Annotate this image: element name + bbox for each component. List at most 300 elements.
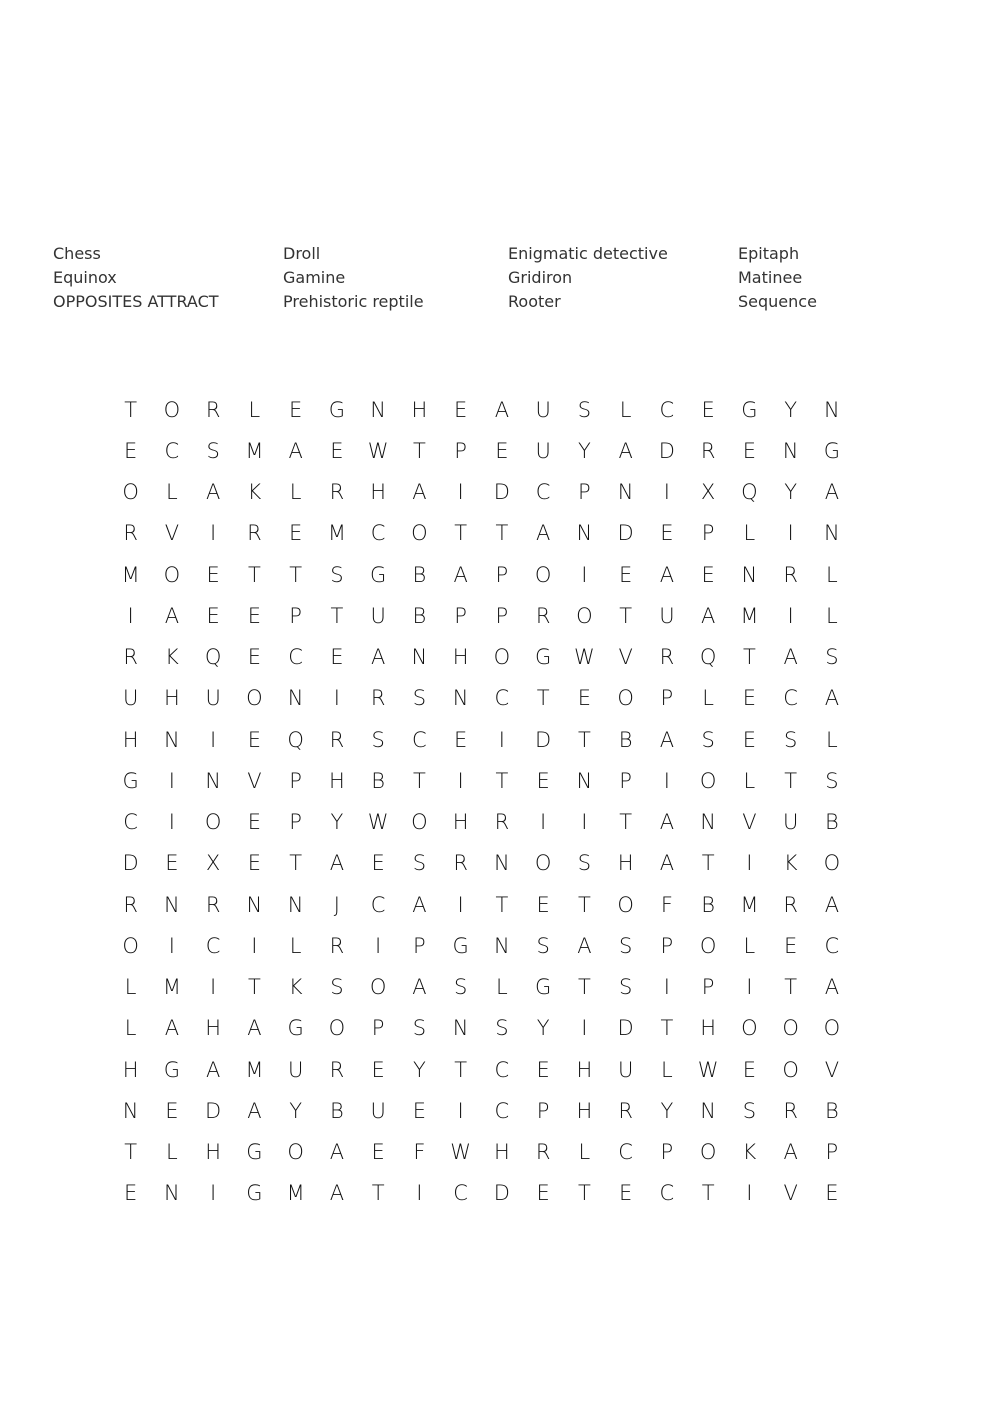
grid-cell[interactable]: R: [205, 397, 221, 422]
grid-cell[interactable]: C: [412, 727, 427, 752]
grid-cell[interactable]: C: [453, 1181, 468, 1206]
grid-cell[interactable]: A: [205, 480, 221, 505]
grid-cell[interactable]: O: [411, 810, 428, 835]
grid-cell[interactable]: T: [371, 1181, 385, 1206]
grid-cell[interactable]: S: [330, 562, 344, 587]
grid-cell[interactable]: P: [495, 562, 509, 587]
grid-cell[interactable]: V: [247, 768, 262, 793]
grid-cell[interactable]: E: [495, 438, 509, 463]
grid-cell[interactable]: P: [660, 686, 674, 711]
grid-cell[interactable]: O: [699, 933, 717, 958]
grid-cell[interactable]: H: [122, 1057, 139, 1082]
grid-cell[interactable]: N: [452, 686, 469, 711]
grid-cell[interactable]: T: [124, 397, 138, 422]
grid-cell[interactable]: K: [288, 975, 303, 1000]
grid-cell[interactable]: D: [122, 851, 139, 876]
grid-cell[interactable]: E: [453, 727, 468, 752]
grid-cell[interactable]: A: [329, 1140, 345, 1165]
grid-cell[interactable]: E: [660, 521, 674, 546]
grid-cell[interactable]: N: [411, 645, 428, 670]
grid-cell[interactable]: E: [247, 727, 262, 752]
grid-cell[interactable]: U: [659, 603, 675, 628]
grid-cell[interactable]: G: [287, 1016, 304, 1041]
grid-cell[interactable]: O: [369, 975, 387, 1000]
grid-cell[interactable]: N: [741, 562, 758, 587]
grid-cell[interactable]: R: [535, 603, 551, 628]
grid-cell[interactable]: E: [783, 933, 798, 958]
grid-cell[interactable]: H: [163, 686, 180, 711]
grid-cell[interactable]: R: [783, 1098, 798, 1123]
grid-cell[interactable]: Y: [289, 1098, 303, 1123]
grid-cell[interactable]: N: [824, 397, 840, 422]
grid-cell[interactable]: A: [329, 851, 345, 876]
grid-cell[interactable]: N: [700, 810, 716, 835]
grid-cell[interactable]: E: [742, 438, 757, 463]
grid-cell[interactable]: R: [783, 892, 798, 917]
grid-cell[interactable]: L: [826, 727, 838, 752]
grid-cell[interactable]: U: [370, 1098, 386, 1123]
grid-cell[interactable]: T: [124, 1140, 138, 1165]
grid-cell[interactable]: P: [578, 480, 591, 505]
grid-cell[interactable]: I: [168, 768, 175, 793]
grid-cell[interactable]: I: [375, 933, 382, 958]
grid-cell[interactable]: A: [659, 810, 675, 835]
grid-cell[interactable]: B: [371, 768, 385, 793]
grid-cell[interactable]: F: [660, 892, 673, 917]
grid-cell[interactable]: A: [494, 397, 510, 422]
grid-cell[interactable]: L: [826, 603, 838, 628]
grid-cell[interactable]: R: [329, 1057, 345, 1082]
grid-cell[interactable]: E: [247, 603, 262, 628]
grid-cell[interactable]: I: [168, 933, 175, 958]
grid-cell[interactable]: R: [329, 933, 345, 958]
grid-cell[interactable]: E: [330, 645, 344, 670]
grid-cell[interactable]: I: [746, 1181, 753, 1206]
grid-cell[interactable]: H: [493, 1140, 510, 1165]
grid-cell[interactable]: P: [495, 603, 509, 628]
grid-cell[interactable]: E: [536, 1181, 550, 1206]
grid-cell[interactable]: N: [205, 768, 221, 793]
grid-cell[interactable]: I: [663, 480, 670, 505]
grid-cell[interactable]: C: [370, 521, 386, 546]
grid-cell[interactable]: O: [823, 851, 841, 876]
grid-cell[interactable]: M: [740, 603, 759, 628]
grid-cell[interactable]: A: [659, 562, 675, 587]
grid-cell[interactable]: C: [535, 480, 551, 505]
grid-cell[interactable]: G: [369, 562, 387, 587]
grid-cell[interactable]: A: [412, 892, 427, 917]
grid-cell[interactable]: O: [122, 480, 139, 505]
grid-cell[interactable]: P: [413, 933, 426, 958]
grid-cell[interactable]: I: [581, 1016, 588, 1041]
grid-cell[interactable]: E: [288, 521, 303, 546]
grid-cell[interactable]: L: [124, 1016, 137, 1041]
grid-cell[interactable]: D: [617, 521, 634, 546]
grid-cell[interactable]: S: [412, 1016, 427, 1041]
grid-cell[interactable]: E: [371, 1057, 385, 1082]
grid-cell[interactable]: I: [787, 603, 794, 628]
grid-cell[interactable]: O: [411, 521, 428, 546]
grid-cell[interactable]: I: [210, 975, 217, 1000]
grid-cell[interactable]: F: [413, 1140, 426, 1165]
grid-cell[interactable]: U: [535, 397, 551, 422]
grid-cell[interactable]: H: [576, 1098, 593, 1123]
grid-cell[interactable]: G: [122, 768, 139, 793]
grid-cell[interactable]: T: [289, 562, 303, 587]
grid-cell[interactable]: A: [247, 1098, 262, 1123]
grid-cell[interactable]: I: [251, 933, 258, 958]
grid-cell[interactable]: W: [573, 645, 595, 670]
grid-cell[interactable]: W: [367, 438, 389, 463]
grid-cell[interactable]: M: [286, 1181, 305, 1206]
grid-cell[interactable]: T: [577, 727, 591, 752]
grid-cell[interactable]: A: [412, 480, 427, 505]
grid-cell[interactable]: L: [743, 933, 756, 958]
grid-cell[interactable]: G: [823, 438, 841, 463]
grid-cell[interactable]: I: [457, 480, 464, 505]
grid-cell[interactable]: B: [412, 562, 427, 587]
grid-cell[interactable]: H: [205, 1140, 222, 1165]
grid-cell[interactable]: D: [493, 1181, 510, 1206]
grid-cell[interactable]: A: [824, 975, 840, 1000]
grid-cell[interactable]: L: [826, 562, 838, 587]
grid-cell[interactable]: L: [743, 521, 756, 546]
grid-cell[interactable]: C: [370, 892, 386, 917]
grid-cell[interactable]: N: [246, 892, 263, 917]
grid-cell[interactable]: S: [825, 645, 839, 670]
grid-cell[interactable]: N: [700, 1098, 716, 1123]
grid-cell[interactable]: P: [660, 933, 674, 958]
grid-cell[interactable]: P: [454, 438, 467, 463]
grid-cell[interactable]: C: [288, 645, 303, 670]
grid-cell[interactable]: S: [701, 727, 715, 752]
grid-cell[interactable]: Y: [577, 438, 591, 463]
grid-cell[interactable]: S: [577, 397, 592, 422]
grid-cell[interactable]: T: [330, 603, 344, 628]
grid-cell[interactable]: Y: [536, 1016, 550, 1041]
grid-cell[interactable]: O: [163, 397, 181, 422]
grid-cell[interactable]: E: [123, 438, 138, 463]
grid-cell[interactable]: B: [824, 1098, 839, 1123]
grid-cell[interactable]: N: [287, 686, 304, 711]
grid-cell[interactable]: T: [454, 521, 468, 546]
grid-cell[interactable]: U: [782, 810, 799, 835]
grid-cell[interactable]: L: [702, 686, 714, 711]
grid-cell[interactable]: A: [205, 1057, 221, 1082]
grid-cell[interactable]: E: [701, 562, 715, 587]
grid-cell[interactable]: U: [287, 1057, 304, 1082]
grid-cell[interactable]: L: [289, 480, 302, 505]
grid-cell[interactable]: I: [787, 521, 794, 546]
grid-cell[interactable]: I: [416, 1181, 423, 1206]
grid-cell[interactable]: Q: [741, 480, 758, 505]
grid-cell[interactable]: E: [453, 397, 468, 422]
grid-cell[interactable]: P: [825, 1140, 839, 1165]
grid-cell[interactable]: I: [210, 521, 217, 546]
grid-cell[interactable]: Y: [330, 810, 344, 835]
grid-cell[interactable]: C: [494, 1098, 510, 1123]
grid-cell[interactable]: D: [658, 438, 675, 463]
grid-cell[interactable]: N: [122, 1098, 139, 1123]
grid-cell[interactable]: U: [617, 1057, 634, 1082]
grid-cell[interactable]: B: [329, 1098, 344, 1123]
grid-cell[interactable]: W: [450, 1140, 471, 1165]
grid-cell[interactable]: W: [367, 810, 389, 835]
grid-cell[interactable]: P: [289, 810, 302, 835]
grid-cell[interactable]: C: [164, 438, 180, 463]
grid-cell[interactable]: A: [535, 521, 551, 546]
grid-cell[interactable]: R: [618, 1098, 633, 1123]
grid-cell[interactable]: E: [247, 645, 262, 670]
grid-cell[interactable]: U: [205, 686, 221, 711]
grid-cell[interactable]: M: [121, 562, 140, 587]
grid-cell[interactable]: O: [534, 851, 552, 876]
grid-cell[interactable]: L: [166, 1140, 178, 1165]
grid-cell[interactable]: K: [247, 480, 262, 505]
grid-cell[interactable]: H: [617, 851, 634, 876]
grid-cell[interactable]: U: [370, 603, 386, 628]
grid-cell[interactable]: M: [245, 438, 264, 463]
grid-cell[interactable]: E: [742, 686, 757, 711]
grid-cell[interactable]: O: [699, 1140, 717, 1165]
grid-cell[interactable]: Q: [204, 645, 222, 670]
grid-cell[interactable]: H: [411, 397, 428, 422]
grid-cell[interactable]: M: [740, 892, 759, 917]
grid-cell[interactable]: O: [493, 645, 511, 670]
grid-cell[interactable]: O: [163, 562, 181, 587]
grid-cell[interactable]: H: [122, 727, 139, 752]
grid-cell[interactable]: I: [540, 810, 547, 835]
grid-cell[interactable]: W: [697, 1057, 719, 1082]
grid-cell[interactable]: E: [536, 1057, 550, 1082]
grid-cell[interactable]: A: [164, 1016, 180, 1041]
grid-cell[interactable]: T: [412, 438, 426, 463]
grid-cell[interactable]: A: [288, 438, 303, 463]
grid-cell[interactable]: M: [162, 975, 181, 1000]
grid-cell[interactable]: V: [783, 1181, 798, 1206]
grid-cell[interactable]: E: [247, 810, 262, 835]
grid-cell[interactable]: G: [328, 397, 346, 422]
grid-cell[interactable]: P: [619, 768, 632, 793]
grid-cell[interactable]: A: [453, 562, 468, 587]
grid-cell[interactable]: U: [535, 438, 551, 463]
grid-cell[interactable]: A: [824, 686, 840, 711]
grid-cell[interactable]: E: [123, 1181, 138, 1206]
grid-cell[interactable]: U: [122, 686, 139, 711]
grid-cell[interactable]: O: [534, 562, 552, 587]
grid-cell[interactable]: C: [494, 1057, 510, 1082]
grid-cell[interactable]: N: [494, 851, 510, 876]
grid-cell[interactable]: R: [123, 645, 138, 670]
grid-cell[interactable]: G: [452, 933, 469, 958]
grid-cell[interactable]: A: [577, 933, 592, 958]
grid-cell[interactable]: L: [248, 397, 261, 422]
grid-cell[interactable]: K: [742, 1140, 757, 1165]
grid-cell[interactable]: I: [498, 727, 505, 752]
grid-cell[interactable]: C: [783, 686, 798, 711]
letter-grid[interactable]: [110, 389, 853, 1214]
grid-cell[interactable]: G: [741, 397, 758, 422]
grid-cell[interactable]: A: [824, 480, 840, 505]
grid-cell[interactable]: A: [659, 727, 675, 752]
grid-cell[interactable]: E: [288, 397, 303, 422]
grid-cell[interactable]: I: [746, 851, 753, 876]
grid-cell[interactable]: T: [247, 975, 261, 1000]
grid-cell[interactable]: I: [663, 975, 670, 1000]
grid-cell[interactable]: H: [700, 1016, 717, 1041]
grid-cell[interactable]: I: [168, 810, 175, 835]
grid-cell[interactable]: R: [453, 851, 468, 876]
grid-cell[interactable]: H: [576, 1057, 593, 1082]
grid-cell[interactable]: R: [700, 438, 716, 463]
grid-cell[interactable]: O: [741, 1016, 758, 1041]
grid-cell[interactable]: N: [617, 480, 634, 505]
grid-cell[interactable]: X: [700, 480, 716, 505]
grid-cell[interactable]: N: [287, 892, 304, 917]
grid-cell[interactable]: S: [495, 1016, 509, 1041]
grid-cell[interactable]: A: [659, 851, 675, 876]
grid-cell[interactable]: C: [123, 810, 138, 835]
grid-cell[interactable]: R: [370, 686, 386, 711]
grid-cell[interactable]: L: [496, 975, 508, 1000]
grid-cell[interactable]: N: [164, 892, 180, 917]
grid-cell[interactable]: O: [204, 810, 222, 835]
grid-cell[interactable]: E: [330, 438, 344, 463]
grid-cell[interactable]: N: [164, 1181, 180, 1206]
grid-cell[interactable]: G: [163, 1057, 181, 1082]
grid-cell[interactable]: C: [205, 933, 221, 958]
grid-cell[interactable]: T: [577, 1181, 591, 1206]
grid-cell[interactable]: S: [825, 768, 839, 793]
grid-cell[interactable]: E: [165, 1098, 179, 1123]
grid-cell[interactable]: N: [576, 521, 593, 546]
grid-cell[interactable]: E: [247, 851, 262, 876]
grid-cell[interactable]: D: [205, 1098, 222, 1123]
grid-cell[interactable]: J: [333, 892, 340, 917]
grid-cell[interactable]: P: [454, 603, 467, 628]
grid-cell[interactable]: N: [164, 727, 180, 752]
grid-cell[interactable]: E: [742, 1057, 757, 1082]
grid-cell[interactable]: D: [493, 480, 510, 505]
grid-cell[interactable]: T: [784, 768, 798, 793]
grid-cell[interactable]: M: [327, 521, 346, 546]
grid-cell[interactable]: L: [124, 975, 137, 1000]
grid-cell[interactable]: O: [246, 686, 263, 711]
grid-cell[interactable]: S: [412, 851, 427, 876]
grid-cell[interactable]: O: [287, 1140, 304, 1165]
grid-cell[interactable]: T: [577, 975, 591, 1000]
grid-cell[interactable]: P: [701, 521, 715, 546]
grid-cell[interactable]: E: [371, 851, 385, 876]
grid-cell[interactable]: A: [700, 603, 716, 628]
grid-cell[interactable]: L: [743, 768, 756, 793]
grid-cell[interactable]: T: [412, 768, 426, 793]
grid-cell[interactable]: B: [618, 727, 633, 752]
grid-cell[interactable]: A: [247, 1016, 262, 1041]
grid-cell[interactable]: A: [370, 645, 386, 670]
grid-cell[interactable]: H: [370, 480, 387, 505]
grid-cell[interactable]: S: [618, 933, 633, 958]
grid-cell[interactable]: N: [824, 521, 840, 546]
grid-cell[interactable]: R: [494, 810, 510, 835]
grid-cell[interactable]: T: [495, 521, 509, 546]
grid-cell[interactable]: O: [576, 603, 593, 628]
grid-cell[interactable]: I: [457, 892, 464, 917]
grid-cell[interactable]: P: [289, 603, 302, 628]
grid-cell[interactable]: H: [205, 1016, 222, 1041]
grid-cell[interactable]: C: [494, 686, 510, 711]
grid-cell[interactable]: S: [371, 727, 385, 752]
grid-cell[interactable]: Y: [660, 1098, 674, 1123]
grid-cell[interactable]: S: [536, 933, 550, 958]
grid-cell[interactable]: T: [660, 1016, 674, 1041]
grid-cell[interactable]: E: [618, 562, 633, 587]
grid-cell[interactable]: O: [122, 933, 139, 958]
grid-cell[interactable]: A: [164, 603, 180, 628]
grid-cell[interactable]: C: [824, 933, 840, 958]
grid-cell[interactable]: N: [494, 933, 510, 958]
grid-cell[interactable]: T: [701, 851, 715, 876]
grid-cell[interactable]: V: [164, 521, 180, 546]
grid-cell[interactable]: T: [289, 851, 303, 876]
grid-cell[interactable]: Q: [699, 645, 717, 670]
grid-cell[interactable]: T: [619, 603, 633, 628]
grid-cell[interactable]: O: [823, 1016, 841, 1041]
grid-cell[interactable]: P: [660, 1140, 674, 1165]
grid-cell[interactable]: K: [164, 645, 179, 670]
grid-cell[interactable]: S: [577, 851, 592, 876]
grid-cell[interactable]: T: [495, 768, 509, 793]
grid-cell[interactable]: S: [742, 1098, 757, 1123]
grid-cell[interactable]: E: [742, 727, 757, 752]
grid-cell[interactable]: I: [581, 810, 588, 835]
grid-cell[interactable]: I: [210, 1181, 217, 1206]
grid-cell[interactable]: I: [127, 603, 134, 628]
grid-cell[interactable]: D: [535, 727, 552, 752]
grid-cell[interactable]: O: [699, 768, 717, 793]
grid-cell[interactable]: L: [289, 933, 302, 958]
grid-cell[interactable]: P: [701, 975, 715, 1000]
grid-cell[interactable]: L: [661, 1057, 673, 1082]
grid-cell[interactable]: G: [246, 1181, 263, 1206]
grid-cell[interactable]: R: [247, 521, 262, 546]
grid-cell[interactable]: Y: [784, 397, 798, 422]
grid-cell[interactable]: A: [783, 1140, 798, 1165]
grid-cell[interactable]: A: [618, 438, 633, 463]
grid-cell[interactable]: V: [618, 645, 633, 670]
grid-cell[interactable]: V: [742, 810, 757, 835]
grid-cell[interactable]: A: [783, 645, 798, 670]
grid-cell[interactable]: A: [412, 975, 427, 1000]
grid-cell[interactable]: O: [328, 1016, 346, 1041]
grid-cell[interactable]: O: [617, 686, 634, 711]
grid-cell[interactable]: T: [536, 686, 550, 711]
grid-cell[interactable]: O: [782, 1057, 799, 1082]
grid-cell[interactable]: P: [536, 1098, 550, 1123]
grid-cell[interactable]: S: [330, 975, 344, 1000]
grid-cell[interactable]: P: [289, 768, 302, 793]
grid-cell[interactable]: T: [454, 1057, 468, 1082]
grid-cell[interactable]: L: [166, 480, 178, 505]
grid-cell[interactable]: E: [825, 1181, 839, 1206]
grid-cell[interactable]: T: [619, 810, 633, 835]
grid-cell[interactable]: C: [618, 1140, 633, 1165]
grid-cell[interactable]: O: [617, 892, 634, 917]
grid-cell[interactable]: E: [206, 603, 220, 628]
grid-cell[interactable]: R: [205, 892, 221, 917]
grid-cell[interactable]: A: [824, 892, 840, 917]
grid-cell[interactable]: E: [165, 851, 179, 876]
